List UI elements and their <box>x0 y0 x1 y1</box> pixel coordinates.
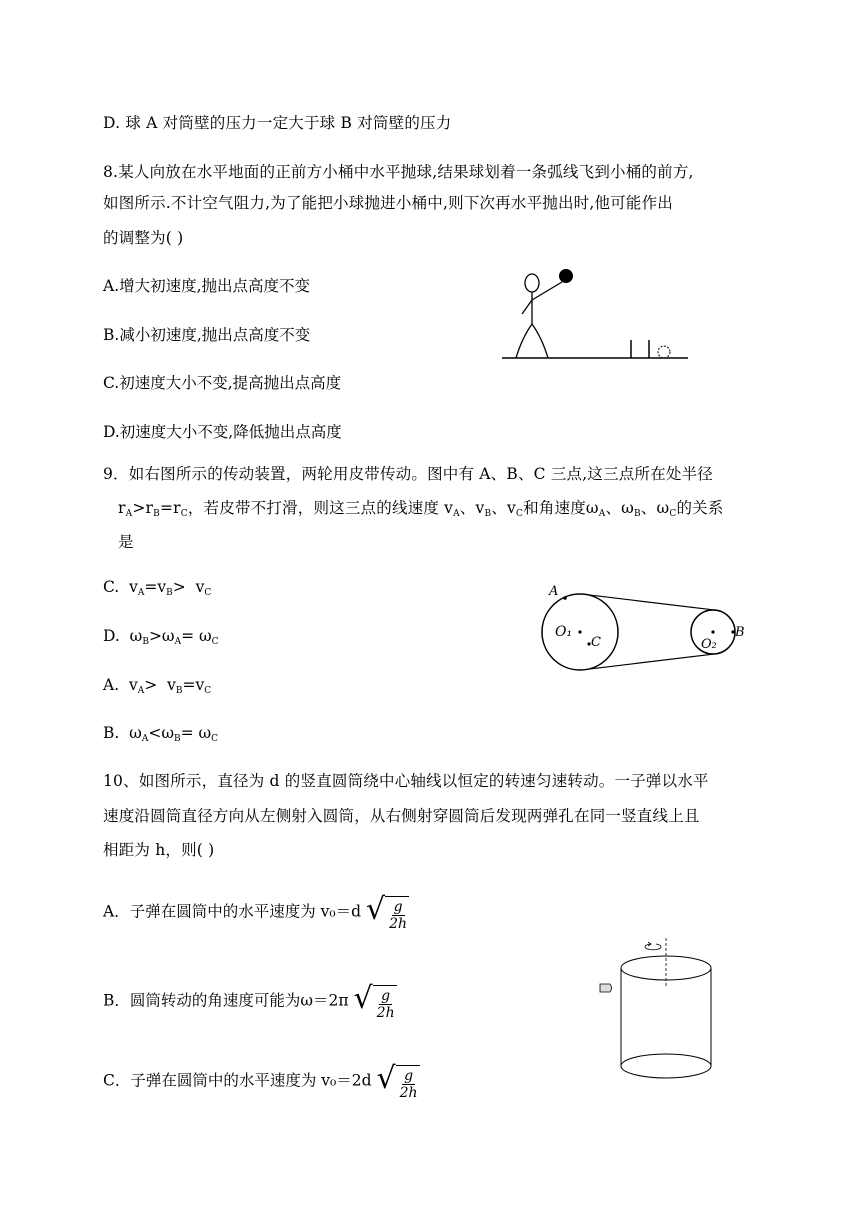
q10-stem-line3: 相距为 h，则( ) <box>103 841 215 859</box>
q8-option-c: C.初速度大小不变,提高抛出点高度 <box>103 374 342 392</box>
q8-stem-line1: 8.某人向放在水平地面的正前方小桶中水平抛球,结果球划着一条弧线飞到小桶的前方, <box>103 163 694 181</box>
q9-option-d: D. $\omega_B>\omega_A= \omega_C$ <box>103 627 219 647</box>
q8-stem-line2: 如图所示.不计空气阻力,为了能把小球抛进小桶中,则下次再水平抛出时,他可能作出 <box>103 194 674 212</box>
q10-option-b: B．圆筒转动的角速度可能为ω＝2π √ $\frac{g}{2h}$ <box>103 981 395 1021</box>
label-a: A <box>549 584 559 599</box>
label-o1: O₁ <box>555 624 573 640</box>
label-c: C <box>591 635 601 650</box>
q9-option-a: A. $v_A> v_B=v_C$ <box>103 676 212 696</box>
label-o2: O₂ <box>701 637 717 652</box>
q8-figure-thrower-bucket <box>498 262 693 366</box>
q9-stem-line2: $r_A>r_B=r_C$，若皮带不打滑，则这三点的线速度 $v_A$、$v_B$、$v_C$和角速度$\omega_A$、$\omega_B$、$\omega_C$的关系 <box>118 499 724 519</box>
q7-option-d: D. 球 A 对筒壁的压力一定大于球 B 对筒壁的压力 <box>103 114 452 132</box>
q9-figure-belt-drive <box>535 580 765 680</box>
q10-stem-line2: 速度沿圆筒直径方向从左侧射入圆筒，从右侧射穿圆筒后发现两弹孔在同一竖直线上且 <box>103 807 700 825</box>
q8-stem-line3: 的调整为( ) <box>103 229 184 247</box>
q9-option-b: B. $\omega_A<\omega_B= \omega_C$ <box>103 724 219 744</box>
q8-option-a: A.增大初速度,抛出点高度不变 <box>103 277 311 295</box>
q8-option-d: D.初速度大小不变,降低抛出点高度 <box>103 423 342 441</box>
q10-option-c: C．子弹在圆筒中的水平速度为 v₀＝2d √ $\frac{g}{2h}$ <box>103 1061 418 1101</box>
q9-stem-line3: 是 <box>118 533 134 551</box>
q9-option-c: C. $v_A=v_B> v_C$ <box>103 578 212 598</box>
q10-option-a: A．子弹在圆筒中的水平速度为 v₀＝d √ $\frac{g}{2h}$ <box>103 892 408 932</box>
q8-option-b: B.减小初速度,抛出点高度不变 <box>103 326 311 344</box>
q9-stem-line1: 9．如右图所示的传动装置，两轮用皮带传动。图中有 A、B、C 三点,这三点所在处半径 <box>103 465 713 483</box>
q10-figure-cylinder <box>592 938 722 1088</box>
q10-stem-line1: 10、如图所示，直径为 d 的竖直圆筒绕中心轴线以恒定的转速匀速转动。一子弹以水平 <box>103 772 709 790</box>
label-b: B <box>735 625 745 640</box>
